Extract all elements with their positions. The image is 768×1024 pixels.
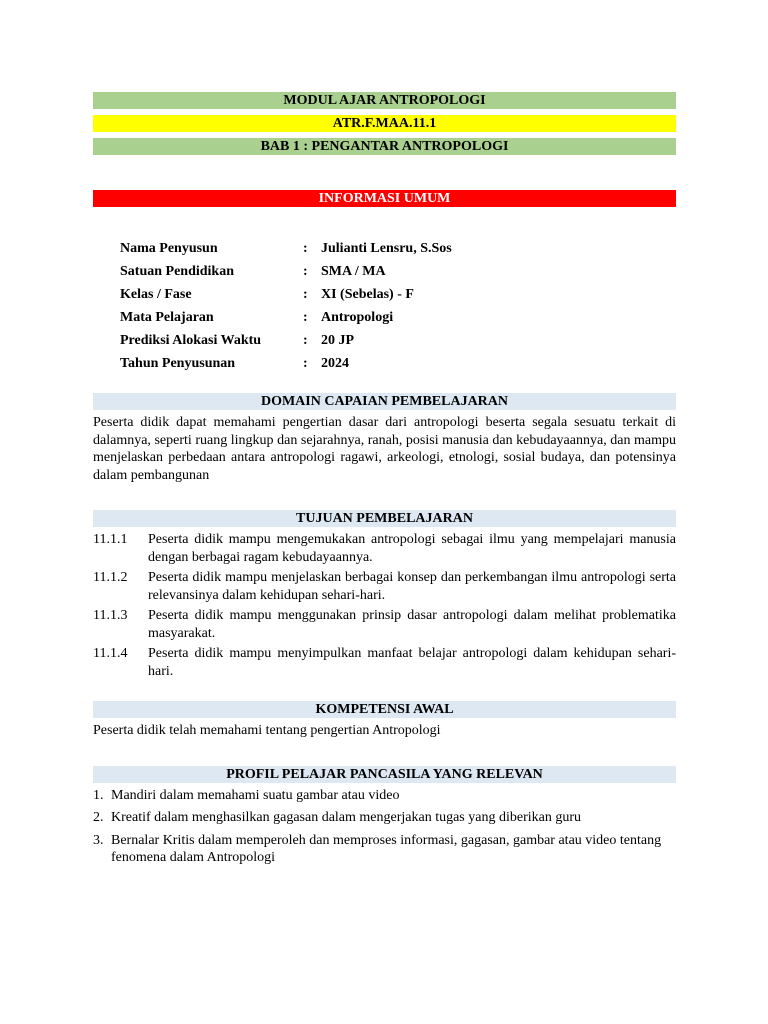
kompetensi-awal-text: Peserta didik telah memahami tentang pengertian Antropologi	[93, 723, 441, 738]
document-page	[93, 92, 676, 872]
item-number: 11.1.1	[93, 532, 128, 547]
info-colon: :	[303, 241, 308, 256]
tujuan-pembelajaran-heading: TUJUAN PEMBELAJARAN	[93, 510, 676, 527]
item-text: Peserta didik mampu menyimpulkan manfaat belajar antropologi dalam kehidupan sehari-hari.	[148, 646, 676, 679]
info-row-mata-pelajaran	[120, 309, 676, 332]
item-number: 11.1.2	[93, 570, 128, 585]
list-item	[93, 787, 676, 805]
profil-list	[93, 787, 676, 867]
item-text: Peserta didik mampu menggunakan prinsip dasar antropologi dalam melihat problematika masyarakat.	[148, 608, 676, 641]
info-value: 2024	[321, 356, 349, 371]
info-label: Prediksi Alokasi Waktu	[120, 333, 262, 348]
info-row-alokasi-waktu	[120, 332, 676, 355]
module-code: ATR.F.MAA.11.1	[93, 115, 676, 132]
info-label: Tahun Penyusunan	[120, 356, 236, 371]
list-item	[93, 569, 676, 604]
info-value: Julianti Lensru, S.Sos	[321, 241, 452, 256]
info-colon: :	[303, 264, 308, 279]
info-colon: :	[303, 310, 308, 325]
tujuan-list	[93, 531, 676, 680]
info-row-satuan-pendidikan	[120, 263, 676, 286]
info-value: SMA / MA	[321, 264, 386, 279]
info-value: 20 JP	[321, 333, 355, 348]
item-number: 3.	[93, 832, 104, 848]
chapter-title: BAB 1 : PENGANTAR ANTROPOLOGI	[93, 138, 676, 155]
list-item	[93, 645, 676, 680]
info-value: XI (Sebelas) - F	[321, 287, 414, 302]
info-label: Mata Pelajaran	[120, 310, 214, 325]
info-colon: :	[303, 356, 308, 371]
info-colon: :	[303, 287, 308, 302]
domain-capaian-text: Peserta didik dapat memahami pengertian dasar dari antropologi beserta segala sesuatu terkait di dalamnya, seperti ruang lingkup dan sejarahnya, ranah, posisi manusia dan kebudayaannya, dan mampu menjelaskan perbedaan antara antropologi ragawi, arkeologi, etnologi, sosial budaya, dan potensinya dalam pembangunan	[93, 415, 676, 483]
info-colon: :	[303, 333, 308, 348]
list-item	[93, 531, 676, 566]
profil-pelajar-heading: PROFIL PELAJAR PANCASILA YANG RELEVAN	[93, 766, 676, 783]
info-value: Antropologi	[321, 310, 394, 325]
item-number: 11.1.3	[93, 608, 128, 623]
list-item	[93, 832, 676, 867]
item-number: 2.	[93, 810, 104, 825]
domain-capaian-heading: DOMAIN CAPAIAN PEMBELAJARAN	[93, 393, 676, 410]
info-label: Kelas / Fase	[120, 287, 192, 302]
item-number: 1.	[93, 787, 104, 803]
item-text: Mandiri dalam memahami suatu gambar atau video	[111, 787, 400, 803]
item-text: Kreatif dalam menghasilkan gagasan dalam mengerjakan tugas yang diberikan guru	[111, 810, 581, 825]
info-label: Satuan Pendidikan	[120, 264, 234, 279]
item-text: Peserta didik mampu menjelaskan berbagai konsep dan perkembangan ilmu antropologi serta relevansinya dalam kehidupan sehari-hari.	[148, 570, 676, 603]
informasi-umum-heading: INFORMASI UMUM	[93, 190, 676, 207]
item-text: Peserta didik mampu mengemukakan antropologi sebagai ilmu yang mempelajari manusia dengan berbagai ragam kebudayaannya.	[148, 532, 676, 565]
item-number: 11.1.4	[93, 646, 128, 661]
module-title: MODUL AJAR ANTROPOLOGI	[93, 92, 676, 109]
info-label: Nama Penyusun	[120, 241, 218, 256]
list-item	[93, 809, 676, 827]
list-item	[93, 607, 676, 642]
info-row-nama-penyusun	[120, 240, 676, 263]
item-text: Bernalar Kritis dalam memperoleh dan memproses informasi, gagasan, gambar atau video tentang fenomena dalam Antropologi	[111, 832, 662, 865]
info-row-kelas-fase	[120, 286, 676, 309]
kompetensi-awal-heading: KOMPETENSI AWAL	[93, 701, 676, 718]
info-row-tahun-penyusunan	[120, 355, 676, 378]
informasi-umum-table	[120, 240, 676, 378]
